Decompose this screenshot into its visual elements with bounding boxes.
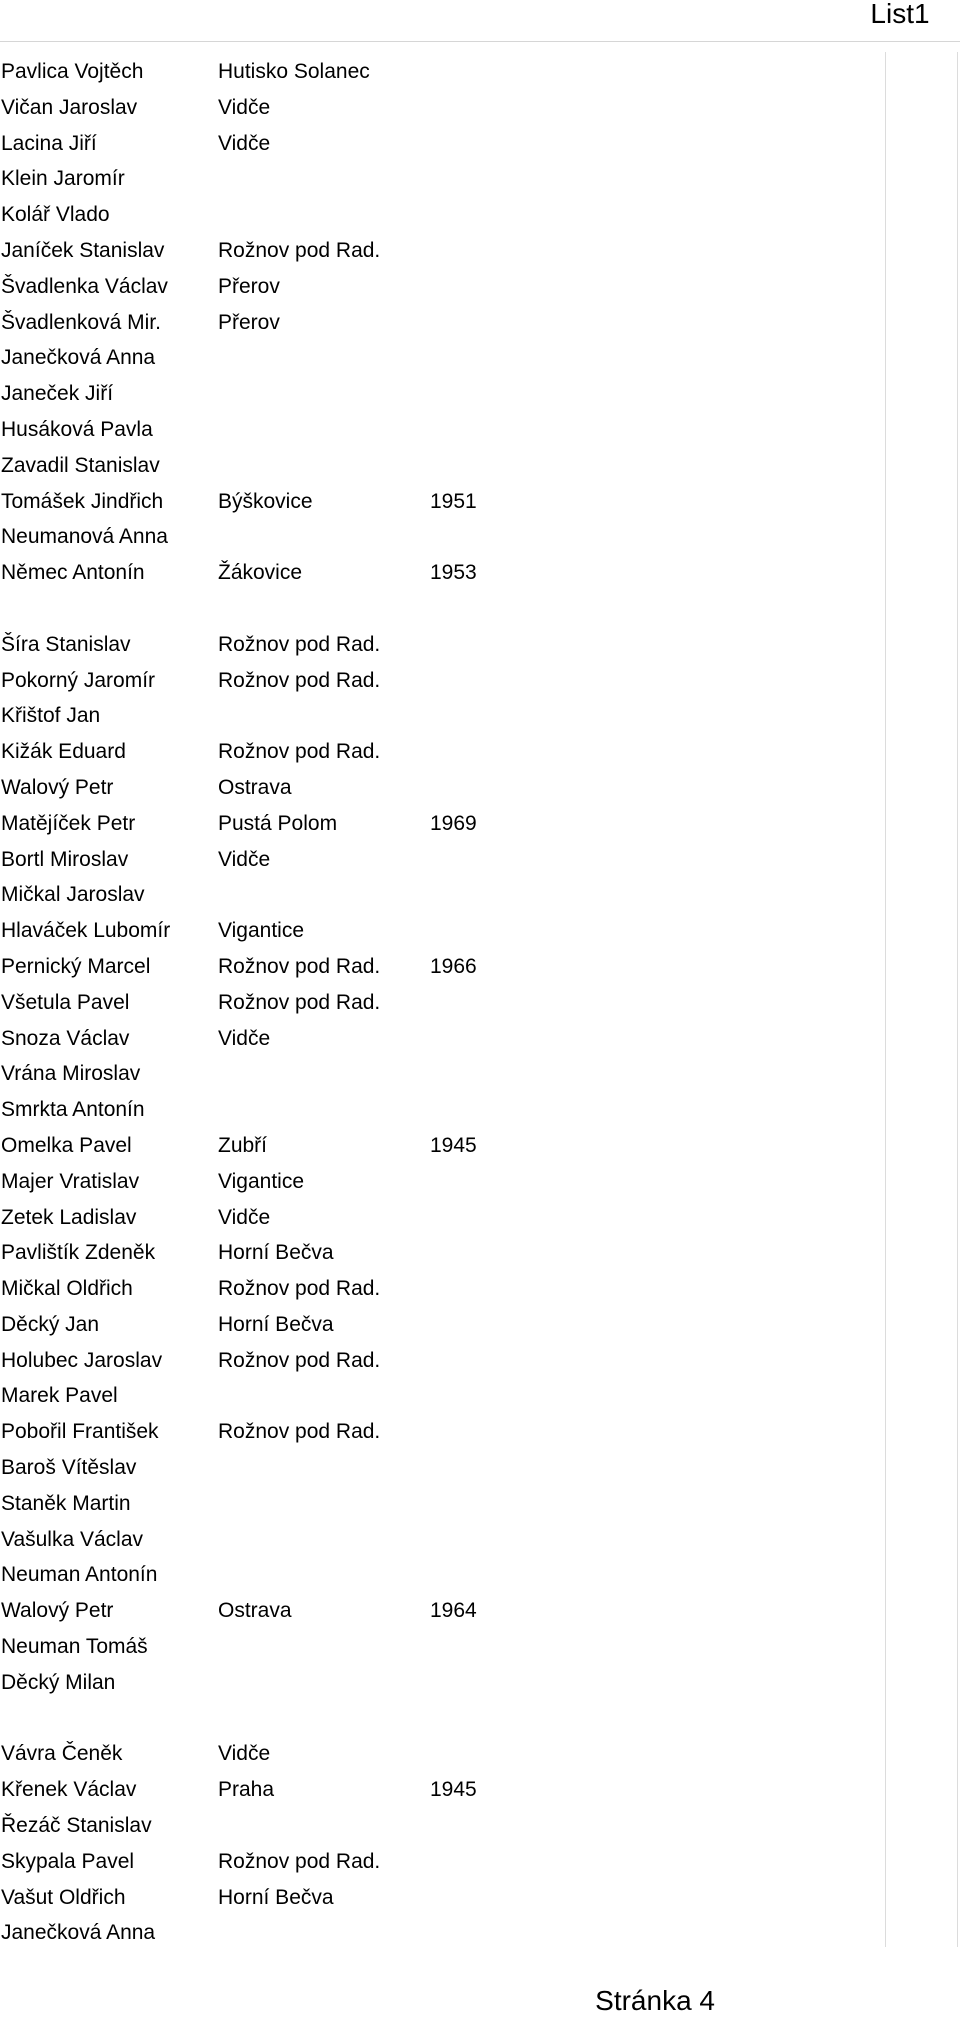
person-name: Marek Pavel: [1, 1384, 118, 1408]
table-row: [0, 1450, 880, 1486]
table-row: [0, 1808, 880, 1844]
place-name: Rožnov pod Rad.: [218, 668, 381, 692]
year-value: 1966: [430, 954, 477, 978]
table-row: [0, 555, 880, 591]
table-row: [0, 1235, 880, 1271]
person-name: Pernický Marcel: [1, 954, 151, 978]
place-name: Rožnov pod Rad.: [218, 632, 381, 656]
table-row: [0, 1522, 880, 1558]
table-row: [0, 1307, 880, 1343]
place-name: Pustá Polom: [218, 811, 338, 835]
person-name: Vávra Čeněk: [1, 1742, 123, 1766]
place-name: Býškovice: [218, 489, 313, 513]
table-row: [0, 985, 880, 1021]
table-row: [0, 412, 880, 448]
person-name: Zavadil Stanislav: [1, 453, 160, 477]
header-divider: [0, 41, 960, 42]
place-name: Rožnov pod Rad.: [218, 238, 381, 262]
person-name: Šíra Stanislav: [1, 632, 131, 656]
place-name: Vigantice: [218, 1169, 305, 1193]
table-row: [0, 1378, 880, 1414]
table-row: [0, 161, 880, 197]
person-name: Všetula Pavel: [1, 990, 130, 1014]
person-name: Holubec Jaroslav: [1, 1348, 163, 1372]
person-name: Neuman Tomáš: [1, 1635, 148, 1659]
table-row: [0, 448, 880, 484]
person-name: Mičkal Jaroslav: [1, 883, 145, 907]
place-name: Vidče: [218, 847, 271, 871]
person-name: Vrána Miroslav: [1, 1062, 141, 1086]
person-name: Vašut Oldřich: [1, 1885, 126, 1909]
table-row: [0, 1593, 880, 1629]
person-name: Švadlenková Mir.: [1, 310, 161, 334]
table-row: [0, 1880, 880, 1916]
person-name: Skypala Pavel: [1, 1849, 135, 1873]
person-name: Děcký Milan: [1, 1670, 116, 1694]
person-name: Janečková Anna: [1, 346, 156, 370]
person-name: Pobořil František: [1, 1420, 159, 1444]
place-name: Přerov: [218, 310, 280, 334]
person-name: Pavlištík Zdeněk: [1, 1241, 156, 1265]
table-row: [0, 1629, 880, 1665]
column-gridline: [885, 52, 886, 1947]
table-row: [0, 1021, 880, 1057]
year-value: 1951: [430, 489, 477, 513]
person-name: Tomášek Jindřich: [1, 489, 164, 513]
person-name: Lacina Jiří: [1, 131, 97, 155]
place-name: Vigantice: [218, 919, 305, 943]
person-table: [0, 54, 880, 1951]
person-name: Majer Vratislav: [1, 1169, 140, 1193]
person-name: Neumanová Anna: [1, 525, 168, 549]
person-name: Walový Petr: [1, 1599, 114, 1623]
table-row: [0, 1772, 880, 1808]
table-row: [0, 1164, 880, 1200]
table-row: [0, 698, 880, 734]
table-row: [0, 663, 880, 699]
table-row: [0, 1414, 880, 1450]
place-name: Vidče: [218, 95, 271, 119]
place-name: Rožnov pod Rad.: [218, 740, 381, 764]
person-name: Bortl Miroslav: [1, 847, 129, 871]
table-row: [0, 1557, 880, 1593]
place-name: Vidče: [218, 131, 271, 155]
person-name: Klein Jaromír: [1, 167, 125, 191]
table-row: [0, 233, 880, 269]
place-name: Horní Bečva: [218, 1312, 334, 1336]
place-name: Hutisko Solanec: [218, 60, 370, 83]
place-name: Rožnov pod Rad.: [218, 990, 381, 1014]
table-row: [0, 1200, 880, 1236]
person-name: Křištof Jan: [1, 704, 101, 728]
table-row: [0, 1056, 880, 1092]
person-name: Matějíček Petr: [1, 811, 136, 835]
place-name: Rožnov pod Rad.: [218, 1849, 381, 1873]
year-value: 1945: [430, 1133, 477, 1157]
sheet-title: List1: [870, 0, 930, 29]
table-row: [0, 1915, 880, 1951]
person-name: Kižák Eduard: [1, 740, 126, 764]
year-value: 1969: [430, 811, 477, 835]
table-row: [0, 269, 880, 305]
person-name: Hlaváček Lubomír: [1, 919, 171, 943]
person-name: Baroš Vítěslav: [1, 1456, 137, 1480]
table-row: [0, 877, 880, 913]
place-name: Vidče: [218, 1026, 271, 1050]
place-name: Přerov: [218, 274, 280, 298]
person-name: Vašulka Václav: [1, 1527, 144, 1551]
table-row: [0, 90, 880, 126]
person-name: Snoza Václav: [1, 1026, 130, 1050]
year-value: 1953: [430, 561, 477, 585]
table-row: [0, 627, 880, 663]
table-row: [0, 1128, 880, 1164]
person-name: Zetek Ladislav: [1, 1205, 137, 1229]
table-row: [0, 305, 880, 341]
person-name: Švadlenka Václav: [1, 274, 168, 298]
person-name: Pavlica Vojtěch: [1, 60, 144, 83]
table-row: [0, 591, 880, 627]
person-name: Husáková Pavla: [1, 417, 153, 441]
person-name: Janečková Anna: [1, 1921, 156, 1945]
place-name: Rožnov pod Rad.: [218, 1348, 381, 1372]
place-name: Horní Bečva: [218, 1885, 334, 1909]
person-name: Staněk Martin: [1, 1491, 131, 1515]
table-row: [0, 1844, 880, 1880]
person-name: Křenek Václav: [1, 1778, 137, 1802]
table-row: [0, 1271, 880, 1307]
place-name: Ostrava: [218, 1599, 292, 1623]
person-name: Walový Petr: [1, 775, 114, 799]
place-name: Vidče: [218, 1205, 271, 1229]
table-row: [0, 949, 880, 985]
place-name: Rožnov pod Rad.: [218, 1420, 381, 1444]
table-row: [0, 1343, 880, 1379]
person-name: Kolář Vlado: [1, 203, 110, 227]
place-name: Zubří: [218, 1133, 268, 1157]
person-name: Neuman Antonín: [1, 1563, 158, 1587]
table-row: [0, 519, 880, 555]
table-row: [0, 340, 880, 376]
table-row: [0, 376, 880, 412]
table-row: [0, 54, 880, 90]
person-name: Mičkal Oldřich: [1, 1277, 133, 1301]
place-name: Horní Bečva: [218, 1241, 334, 1265]
place-name: Rožnov pod Rad.: [218, 1277, 381, 1301]
place-name: Rožnov pod Rad.: [218, 954, 381, 978]
table-row: [0, 1665, 880, 1701]
table-row: [0, 197, 880, 233]
person-name: Děcký Jan: [1, 1312, 100, 1336]
year-value: 1945: [430, 1778, 477, 1802]
person-name: Řezáč Stanislav: [1, 1814, 152, 1838]
table-row: [0, 484, 880, 520]
person-name: Pokorný Jaromír: [1, 668, 156, 692]
table-row: [0, 1486, 880, 1522]
person-name: Němec Antonín: [1, 561, 145, 585]
person-name: Janeček Jiří: [1, 382, 114, 406]
table-row: [0, 842, 880, 878]
table-row: [0, 913, 880, 949]
table-row: [0, 1736, 880, 1772]
person-name: Vičan Jaroslav: [1, 95, 138, 119]
column-gridline-right: [957, 52, 958, 1947]
place-name: Vidče: [218, 1742, 271, 1766]
place-name: Ostrava: [218, 775, 292, 799]
place-name: Praha: [218, 1778, 275, 1802]
table-row: [0, 734, 880, 770]
year-value: 1964: [430, 1599, 477, 1623]
person-name: Smrkta Antonín: [1, 1098, 145, 1122]
place-name: Žákovice: [218, 561, 303, 585]
table-row: [0, 1092, 880, 1128]
person-name: Janíček Stanislav: [1, 238, 165, 262]
table-row: [0, 806, 880, 842]
table-row: [0, 126, 880, 162]
table-row: [0, 770, 880, 806]
page-number: Stránka 4: [595, 1985, 715, 2016]
table-row: [0, 1701, 880, 1737]
person-name: Omelka Pavel: [1, 1133, 132, 1157]
